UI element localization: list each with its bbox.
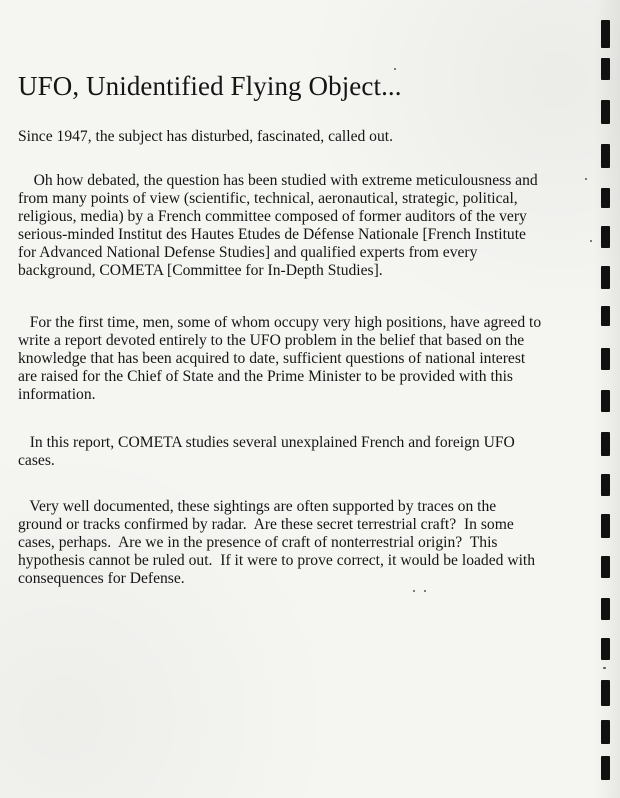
binding-hole-mark	[601, 306, 610, 326]
scan-speck	[424, 590, 426, 592]
binding-hole-mark	[601, 144, 610, 168]
binding-hole-mark	[601, 514, 610, 538]
page-title: UFO, Unidentified Flying Object...	[18, 71, 402, 101]
paragraph-3: For the first time, men, some of whom occupy very high positions, have agreed to write a report devoted entirely to the UFO problem in the belief that based on the knowledge that has been acquired to date, sufficient questions of national interest are raised for the Chief of State and the Prime Minister to be provided with this information.	[18, 314, 542, 403]
paragraph-5: Very well documented, these sightings are often supported by traces on the ground or tracks confirmed by radar. Are these secret terrestrial craft? In some cases, perhaps. Are we in the presence of craft of nonterrestrial origin? This hypothesis cannot be ruled out. If it were to prove correct, it would be loaded with consequences for Defense.	[18, 498, 536, 587]
binding-hole-mark	[601, 348, 610, 370]
paragraph-2: Oh how debated, the question has been studied with extreme meticulousness and from many points of view (scientific, technical, aeronautical, strategic, political, religious, media) by a French committee composed of former auditors of the very serious-minded Institut des Hautes Etudes de Défense Nationale [French Institute for Advanced National Defense Studies] and qualified experts from every background, COMETA [Committee for In-Depth Studies].	[18, 172, 538, 279]
binding-hole-mark	[601, 266, 610, 289]
binding-hole-mark	[601, 556, 610, 578]
binding-hole-mark	[601, 390, 610, 412]
binding-hole-mark	[601, 226, 610, 248]
binding-hole-mark	[601, 100, 610, 124]
binding-hole-mark	[601, 20, 610, 48]
scan-speck	[603, 667, 606, 669]
scan-speck	[585, 178, 587, 180]
binding-hole-mark	[601, 474, 610, 496]
scan-speck	[394, 68, 396, 70]
scan-speck	[413, 590, 415, 592]
binding-hole-mark	[601, 58, 610, 80]
paragraph-1: Since 1947, the subject has disturbed, fascinated, called out.	[18, 128, 394, 145]
binding-hole-mark	[601, 638, 610, 660]
binding-hole-mark	[601, 680, 610, 706]
binding-hole-mark	[601, 188, 610, 208]
binding-hole-mark	[601, 432, 610, 456]
binding-hole-mark	[601, 598, 610, 620]
scan-speck	[590, 240, 592, 242]
binding-hole-mark	[601, 756, 610, 780]
binding-hole-mark	[601, 720, 610, 744]
paragraph-4: In this report, COMETA studies several unexplained French and foreign UFO cases.	[18, 434, 515, 469]
